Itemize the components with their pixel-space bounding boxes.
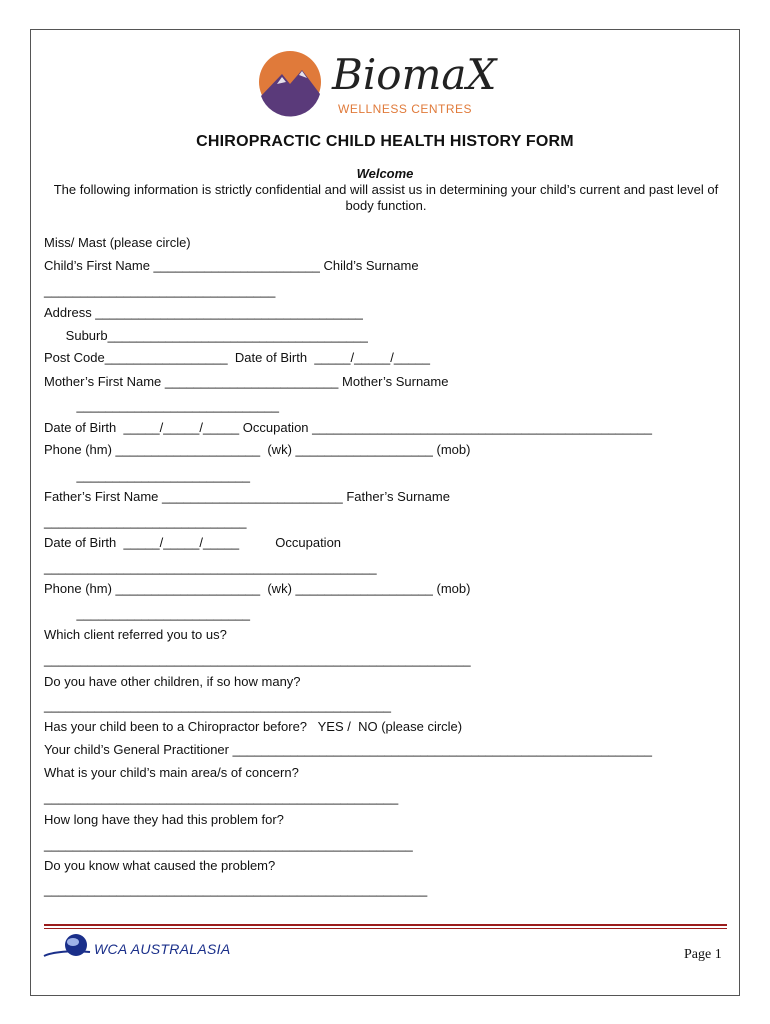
other-children-blank[interactable]: ________________________________________________ xyxy=(44,698,392,713)
referral-answer-blank[interactable]: ___________________________________________________________ xyxy=(44,652,471,667)
cause-question: Do you know what caused the problem? xyxy=(44,858,276,873)
salutation-line[interactable]: Miss/ Mast (please circle) xyxy=(44,235,191,250)
suburb-line[interactable]: Suburb____________________________________ xyxy=(44,328,368,343)
referral-question: Which client referred you to us? xyxy=(44,627,227,642)
mother-name-line[interactable]: Mother’s First Name ________________________ Mother’s Surname xyxy=(44,374,449,389)
address-line[interactable]: Address _____________________________________ xyxy=(44,305,363,320)
duration-question: How long have they had this problem for? xyxy=(44,812,284,827)
welcome-heading: Welcome xyxy=(356,166,414,181)
intro-text: The following information is strictly confidential and will assist us in determining your child’s current and past level of body function. xyxy=(53,182,719,213)
other-children-question: Do you have other children, if so how many? xyxy=(44,674,301,689)
concern-question: What is your child’s main area/s of concern? xyxy=(44,765,299,780)
logo-brand-text: BiomaX xyxy=(332,50,497,99)
father-surname-blank[interactable]: ____________________________ xyxy=(44,514,247,529)
mother-phone-line[interactable]: Phone (hm) ____________________ (wk) ___________________ (mob) xyxy=(44,442,471,457)
mother-surname-blank[interactable]: ____________________________ xyxy=(44,398,279,413)
footer-org: WCA AUSTRALASIA xyxy=(94,941,231,957)
father-mobile-blank[interactable]: ________________________ xyxy=(44,606,251,621)
father-dob-occupation-line[interactable]: Date of Birth _____/_____/_____ Occupation xyxy=(44,535,342,550)
mother-dob-occupation-line[interactable]: Date of Birth _____/_____/_____ Occupation _______________________________________________ xyxy=(44,420,652,435)
duration-answer-blank[interactable]: ___________________________________________________ xyxy=(44,837,413,852)
footer-rule xyxy=(44,924,727,926)
mother-mobile-blank[interactable]: ________________________ xyxy=(44,468,251,483)
postcode-dob-line[interactable]: Post Code_________________ Date of Birth _____/_____/_____ xyxy=(44,350,430,365)
biomax-logo xyxy=(258,46,508,118)
father-occupation-blank[interactable]: ______________________________________________ xyxy=(44,560,377,575)
cause-answer-blank[interactable]: _____________________________________________________ xyxy=(44,882,428,897)
child-surname-blank[interactable]: ________________________________ xyxy=(44,283,276,298)
gp-line[interactable]: Your child’s General Practitioner __________________________________________________________ xyxy=(44,742,652,757)
concern-answer-blank[interactable]: _________________________________________________ xyxy=(44,790,399,805)
logo-tagline: WELLNESS CENTRES xyxy=(338,102,473,116)
chiropractor-before-question[interactable]: Has your child been to a Chiropractor before? YES / NO (please circle) xyxy=(44,719,463,734)
father-name-line[interactable]: Father’s First Name _________________________ Father’s Surname xyxy=(44,489,450,504)
page-number: Page 1 xyxy=(684,947,722,962)
father-phone-line[interactable]: Phone (hm) ____________________ (wk) ___________________ (mob) xyxy=(44,581,471,596)
form-title: CHIROPRACTIC CHILD HEALTH HISTORY FORM xyxy=(196,133,574,150)
footer-rule-thin xyxy=(44,928,727,929)
child-name-line[interactable]: Child’s First Name _______________________ Child’s Surname xyxy=(44,258,419,273)
